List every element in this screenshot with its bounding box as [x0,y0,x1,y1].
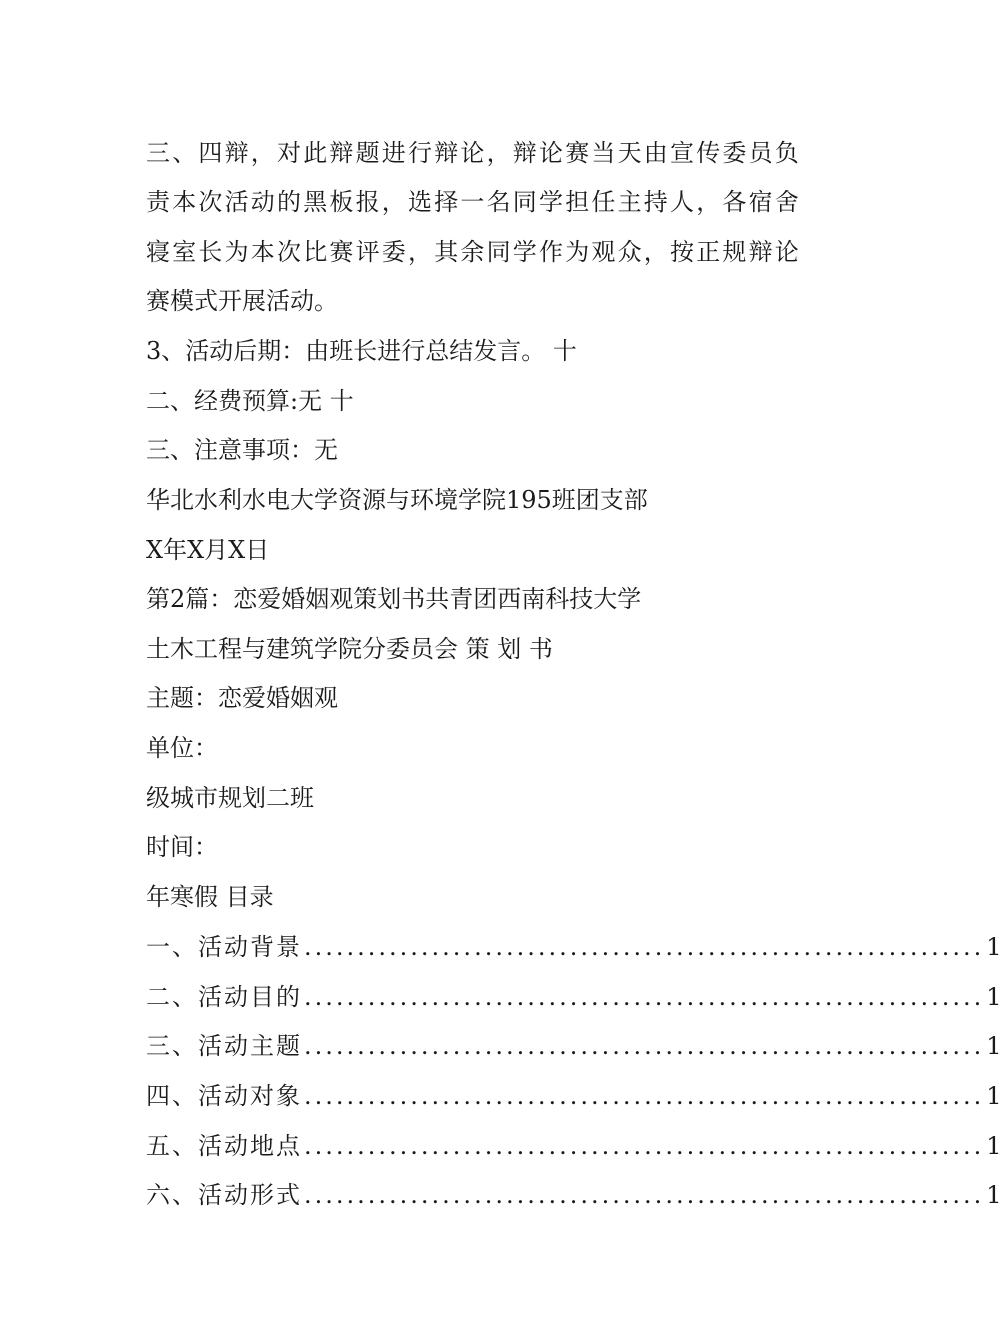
text-line: 3、活动后期：由班长进行总结发言。 十 [146,337,577,365]
toc-label: 二、活动目的 [146,983,302,1011]
toc-label: 六、活动形式 [146,1181,302,1209]
toc-entry [146,929,1002,965]
toc-label: 五、活动地点 [146,1132,302,1160]
text-line: 单位： [146,734,218,762]
section-heading: 第2篇：恋爱婚姻观策划书共青团西南科技大学 [146,585,642,613]
toc-entry [146,1177,1002,1213]
toc-entry [146,979,1002,1015]
paragraph-line: 责本次活动的黑板报，选择一名同学担任主持人，各宿舍 [146,188,801,216]
paragraph-line: 赛模式开展活动。 [146,287,338,315]
organization-line: 华北水利水电大学资源与环境学院195班团支部 [146,486,648,514]
toc-entry [146,1078,1002,1114]
text-line: 主题：恋爱婚姻观 [146,684,338,712]
text-line: 年寒假 目录 [146,883,274,911]
text-line: 三、注意事项：无 [146,436,338,464]
paragraph-line: 寝室长为本次比赛评委，其余同学作为观众，按正规辩论 [146,238,801,266]
toc-label: 四、活动对象 [146,1082,302,1110]
toc-leader: ................................................................ [304,933,985,961]
toc-label: 一、活动背景 [146,933,302,961]
toc-page-number: 1 [986,1181,1002,1209]
toc-page-number: 1 [986,983,1002,1011]
toc-leader: ................................................................ [304,1032,985,1060]
toc-page-number: 1 [986,1082,1002,1110]
toc-entry [146,1128,1002,1164]
toc-leader: ................................................................ [304,983,985,1011]
toc-page-number: 1 [986,933,1002,961]
date-line: X年X月X日 [146,536,270,564]
toc-leader: ................................................................ [304,1181,985,1209]
toc-entry [146,1028,1002,1064]
paragraph-line: 三、四辩，对此辩题进行辩论，辩论赛当天由宣传委员负 [146,139,801,167]
toc-leader: ................................................................ [304,1082,985,1110]
text-line: 级城市规划二班 [146,784,314,812]
toc-label: 三、活动主题 [146,1032,302,1060]
toc-leader: ................................................................ [304,1132,985,1160]
toc-page-number: 1 [986,1132,1002,1160]
text-line: 二、经费预算:无 十 [146,387,354,415]
text-line: 土木工程与建筑学院分委员会 策 划 书 [146,635,553,663]
text-line: 时间： [146,833,218,861]
toc-page-number: 1 [986,1032,1002,1060]
